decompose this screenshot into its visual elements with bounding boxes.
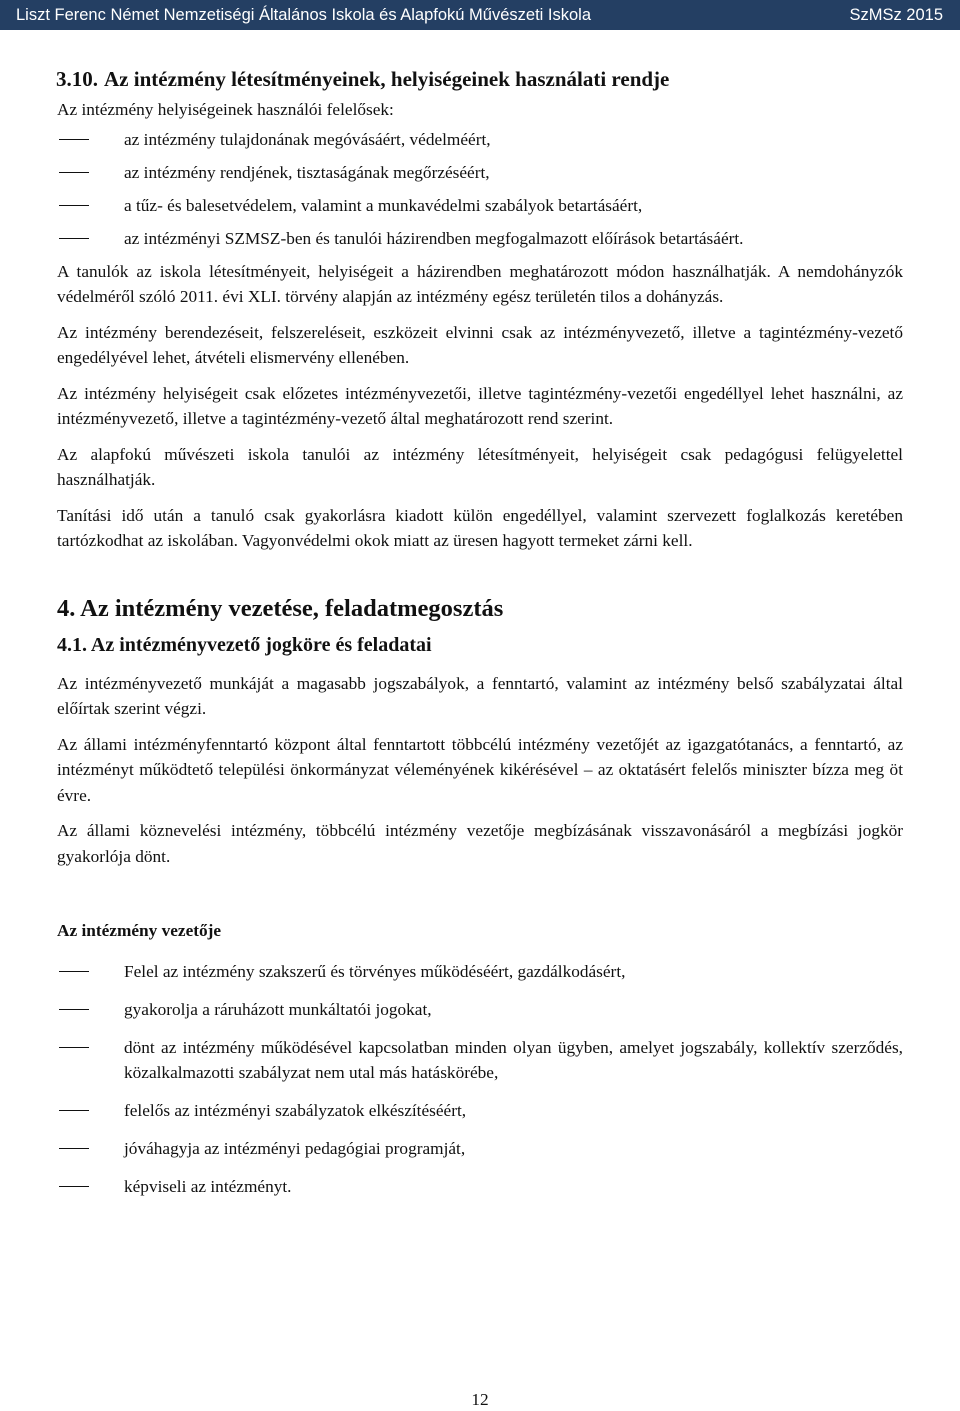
list-item: képviseli az intézményt. [57, 1174, 903, 1200]
dash-bullet-icon [59, 205, 89, 206]
page-number: 12 [471, 1390, 489, 1409]
dash-bullet-icon [59, 1186, 89, 1187]
list-item: az intézményi SZMSZ-ben és tanulói házirendben megfogalmazott előírások betartásáért. [57, 226, 903, 252]
list-item: dönt az intézmény működésével kapcsolatban minden olyan ügyben, amelyet jogszabály, kollektív szerződés, közalkalmazotti szabályzat nem utal más hatáskörébe, [57, 1035, 903, 1086]
section-4-heading: 4. Az intézmény vezetése, feladatmegosztás [57, 594, 504, 622]
dash-bullet-icon [59, 238, 89, 239]
responsibility-list [57, 127, 903, 252]
list-item: a tűz- és balesetvédelem, valamint a munkavédelmi szabályok betartásáért, [57, 193, 903, 219]
dash-bullet-icon [59, 172, 89, 173]
section-4-1-title: Az intézményvezető jogköre és feladatai [90, 633, 432, 656]
section-4-1-number: 4.1. [57, 633, 87, 656]
manager-duties-list [57, 959, 903, 1200]
dash-bullet-icon [59, 139, 89, 140]
list-item: Felel az intézmény szakszerű és törvényes működéséért, gazdálkodásért, [57, 959, 903, 985]
section-3-10-intro: Az intézmény helyiségeinek használói felelősek: [57, 100, 394, 119]
manager-subheading: Az intézmény vezetője [57, 921, 222, 940]
dash-bullet-icon [59, 971, 89, 972]
paragraph: Tanítási idő után a tanuló csak gyakorlásra kiadott külön engedéllyel, valamint szervezett foglalkozás keretében tartózkodhat az iskolában. Vagyonvédelmi okok miatt az üresen hagyott termeket zárni kell. [57, 505, 903, 550]
dash-bullet-icon [59, 1148, 89, 1149]
paragraph: Az intézmény berendezéseit, felszereléseit, eszközeit elvinni csak az intézményvezető, illetve a tagintézmény-vezető engedélyével lehet, átvételi elismervény ellenében. [57, 322, 903, 367]
paragraph: Az állami intézményfenntartó központ által fenntartott többcélú intézmény vezetőjét az igazgatótanács, a fenntartó, az intézményt működtető települési önkormányzat véleményének kikérésével – az oktatásért felelős miniszter bízza meg öt évre. [57, 734, 903, 805]
section-4-1-heading [57, 630, 903, 660]
list-item: gyakorolja a ráruházott munkáltatói jogokat, [57, 997, 903, 1023]
paragraph: Az alapfokú művészeti iskola tanulói az intézmény létesítményeit, helyiségeit csak pedagógusi felügyelettel használhatják. [57, 444, 903, 489]
page-header [0, 0, 960, 30]
paragraph: A tanulók az iskola létesítményeit, helyiségeit a házirendben meghatározott módon használhatják. A nemdohányzók védelméről szóló 2011. évi XLI. törvény alapján az intézmény egész területén tilos a dohányzás. [57, 261, 903, 306]
header-school-name: Liszt Ferenc Német Nemzetiségi Általános Iskola és Alapfokú Művészeti Iskola [16, 5, 592, 24]
section-3-10-title: Az intézmény létesítményeinek, helyiségeinek használati rendje [104, 67, 670, 91]
section-3-10-number: 3.10. [56, 67, 98, 91]
dash-bullet-icon [59, 1047, 89, 1048]
section-3-10-heading [56, 60, 903, 98]
list-item: felelős az intézményi szabályzatok elkészítéséért, [57, 1098, 903, 1124]
header-doc-id: SzMSz 2015 [849, 5, 943, 24]
list-item: jóváhagyja az intézményi pedagógiai programját, [57, 1136, 903, 1162]
paragraph: Az állami köznevelési intézmény, többcélú intézmény vezetője megbízásának visszavonásáról a megbízási jogkör gyakorlója dönt. [57, 821, 903, 866]
dash-bullet-icon [59, 1009, 89, 1010]
dash-bullet-icon [59, 1110, 89, 1111]
paragraph: Az intézmény helyiségeit csak előzetes intézményvezetői, illetve tagintézmény-vezetői engedéllyel lehet használni, az intézményvezető, illetve a tagintézmény-vezető által meghatározott rend szerint. [57, 383, 903, 428]
list-item: az intézmény tulajdonának megóvásáért, védelméért, [57, 127, 903, 153]
page-content [57, 60, 903, 1212]
paragraph: Az intézményvezető munkáját a magasabb jogszabályok, a fenntartó, valamint az intézmény belső szabályzatai által előírtak szerint végzi. [57, 673, 903, 718]
list-item: az intézmény rendjének, tisztaságának megőrzéséért, [57, 160, 903, 186]
